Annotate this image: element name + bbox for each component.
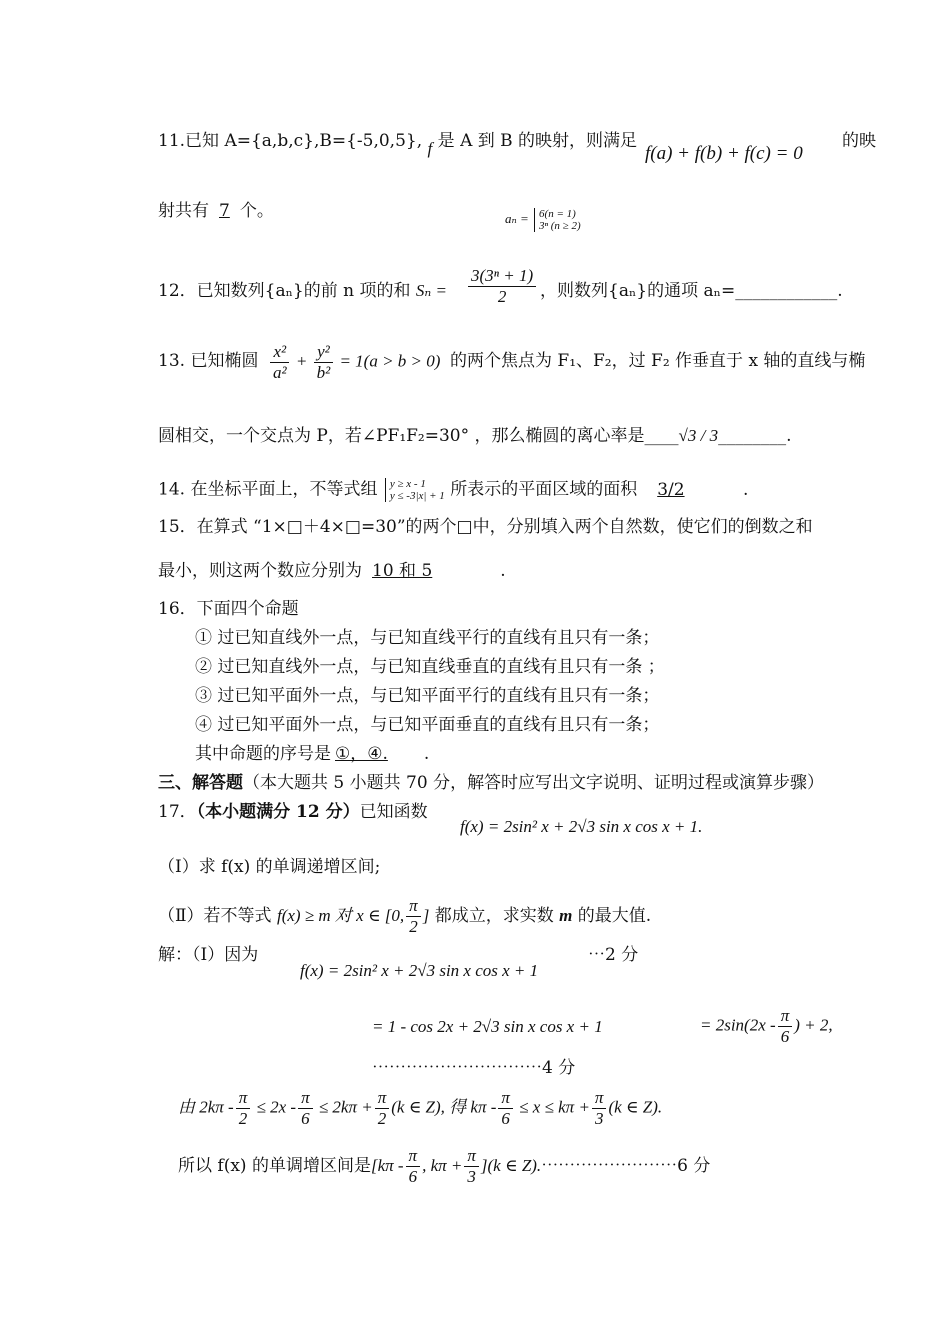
q17-p2-2: 2 (409, 917, 418, 936)
solution-eq3-b: ) + 2, (794, 1015, 833, 1035)
q12-fraction (466, 266, 538, 307)
q15-text1: 15．在算式 “1×□＋4×□=30”的两个□中，分别填入两个自然数，使它们的倒数之和 (158, 517, 813, 537)
solution-line5-d: (k ∈ Z), 得 kπ - (391, 1097, 497, 1117)
q15-answer: 10 和 5 (372, 561, 433, 581)
q12-text1: 12．已知数列{aₙ}的前 n 项的和 (158, 281, 411, 301)
q13-text1: 13. 已知椭圆 (158, 351, 259, 371)
q12-num: 3(3ⁿ + 1) (468, 266, 536, 287)
solution-line6-d6: 6 (408, 1167, 418, 1186)
q14-end: . (742, 479, 749, 500)
solution-dots4: ⋯⋯⋯⋯⋯⋯⋯⋯⋯⋯4 分 (372, 1058, 576, 1078)
solution-eq3 (700, 1006, 833, 1047)
q16-end: . (423, 744, 430, 764)
solution-line5-pi4: π (498, 1088, 513, 1109)
solution-line6-d: ](k ∈ Z). (480, 1156, 542, 1175)
q17-p2-b: f(x) ≥ m 对 x ∈ [0, (276, 906, 405, 925)
an-case1: 6(n = 1) (539, 208, 576, 221)
section3-desc: （本大题共 5 小题共 70 分，解答时应写出文字说明、证明过程或演算步骤） (243, 773, 825, 793)
solution-line5-a: 由 2kπ - (178, 1097, 234, 1117)
q15-end: . (500, 561, 506, 581)
q14-ineq2: y ≤ -3|x| + 1 (389, 490, 445, 502)
q11-equation: f(a) + f(b) + f(c) = 0 (645, 143, 803, 164)
solution-eq3-6: 6 (780, 1027, 790, 1046)
q11-text5: 个。 (239, 201, 274, 221)
solution-line5-f: (k ∈ Z). (608, 1097, 663, 1117)
q13-text3: 圆相交，一个交点为 P，若∠PF₁F₂=30° ，那么椭圆的离心率是 (158, 426, 645, 446)
q16-item-1: ① 过已知直线外一点，与已知直线平行的直线有且只有一条； (195, 628, 660, 648)
q13-x-num: x² (270, 342, 289, 363)
q12-sn: Sₙ = (415, 281, 448, 300)
q14-answer: 3/2 (657, 479, 685, 500)
q16-tail (195, 743, 429, 765)
q12-line (158, 280, 447, 302)
q12-line-b (540, 280, 843, 302)
q14-ineq-system (385, 478, 445, 502)
section3-heading (158, 772, 824, 794)
solution-line6 (178, 1146, 710, 1187)
an-lhs: aₙ = (505, 211, 529, 226)
solution-line5-c: ≤ 2kπ + (318, 1097, 373, 1117)
solution-line5-d2b: 2 (377, 1109, 387, 1128)
q11-text3: 的映 (842, 131, 876, 151)
q17-heading (158, 801, 428, 823)
q11-text2: 是 A 到 B 的映射，则满足 (437, 131, 638, 151)
q16-title: 16．下面四个命题 (158, 599, 299, 619)
q14-ineq1: y ≥ x - 1 (389, 478, 426, 490)
q11-line2 (158, 200, 274, 222)
solution-line6-d3: 3 (467, 1167, 476, 1186)
q13-plus: + (295, 351, 308, 371)
q15-line2 (158, 560, 506, 582)
q13-text2: 的两个焦点为 F₁、F₂，过 F₂ 作垂直于 x 轴的直线与椭 (450, 351, 866, 371)
solution-line5-d2: 2 (238, 1109, 248, 1128)
solution-line5-d6: 6 (301, 1109, 310, 1128)
q17-text: 已知函数 (359, 802, 428, 822)
q14-text2: 所表示的平面区域的面积 (450, 479, 638, 500)
q17-function: f(x) = 2sin² x + 2√3 sin x cos x + 1. (460, 817, 703, 836)
solution-line6-pi2: π (464, 1146, 479, 1167)
q17-p2-m: m (559, 906, 573, 925)
q13-answer-post: ________. (718, 426, 792, 446)
solution-line6-pi1: π (406, 1146, 421, 1167)
solution-line5-e: ≤ x ≤ kπ + (519, 1097, 590, 1117)
q13-line2 (158, 425, 792, 447)
q17-p2-a: （Ⅱ）若不等式 (158, 906, 272, 926)
solution-dots6: ⋯⋯⋯⋯⋯⋯⋯⋯6 分 (541, 1156, 711, 1176)
q11-answer: 7 (219, 201, 230, 221)
q13-y-den: b² (316, 363, 331, 382)
q16-item-3: ③ 过已知平面外一点，与已知平面平行的直线有且只有一条； (195, 686, 660, 706)
an-brace (534, 208, 581, 232)
q16-item-2: ② 过已知直线外一点，与已知直线垂直的直线有且只有一条 ； (195, 657, 665, 677)
solution-eq1: f(x) = 2sin² x + 2√3 sin x cos x + 1 (300, 961, 539, 980)
q17-p2-c: ] (422, 906, 430, 925)
q13-rhs: = 1(a > b > 0) (339, 351, 441, 371)
solution-line5-pi2: π (298, 1088, 313, 1109)
solution-eq3-a: = 2sin(2x - (700, 1015, 776, 1035)
q13-ellipse-eq (268, 342, 440, 383)
solution-score1: ⋯2 分 (588, 945, 639, 965)
solution-eq3-pi: π (778, 1006, 793, 1027)
solution-line5-pi1: π (236, 1088, 251, 1109)
q14-line (158, 478, 748, 502)
q16-answer: ①，④. (335, 744, 388, 764)
q17-num: 17． (158, 802, 197, 822)
solution-line5-d6b: 6 (501, 1109, 510, 1128)
q17-p2-e: 的最大值. (577, 906, 652, 926)
q11-line1 (158, 130, 638, 158)
q13-y-num: y² (314, 342, 333, 363)
q11-text4: 射共有 (158, 201, 209, 221)
q12-text2: ，则数列{aₙ}的通项 aₙ= (540, 281, 736, 301)
solution-line5-pi5: π (592, 1088, 607, 1109)
solution-line5 (178, 1088, 662, 1129)
q17-p2-d: 都成立，求实数 (434, 906, 554, 926)
solution-line5-pi3: π (375, 1088, 390, 1109)
q12-end: . (837, 281, 843, 301)
q13-x-den: a² (273, 363, 287, 382)
q17-score: （本小题满分 12 分） (196, 802, 360, 822)
q16-item-4: ④ 过已知平面外一点，与已知平面垂直的直线有且只有一条； (195, 715, 660, 735)
solution-line6-b: [kπ - (370, 1156, 404, 1175)
q12-den: 2 (497, 287, 507, 306)
solution-eq2: = 1 - cos 2x + 2√3 sin x cos x + 1 (372, 1017, 603, 1036)
q16-tail-text: 其中命题的序号是 (195, 744, 331, 764)
an-case2: 3ⁿ (n ≥ 2) (539, 220, 581, 233)
solution-line5-d3: 3 (594, 1109, 604, 1128)
q12-blank: ____________ (735, 281, 838, 301)
solution-line6-a: 所以 f(x) 的单调增区间是 (178, 1156, 371, 1176)
q17-part2 (158, 896, 651, 937)
q13-answer: √3 / 3 (678, 426, 719, 445)
q15-text2: 最小，则这两个数应分别为 (158, 561, 362, 581)
q11-f: f (427, 139, 433, 158)
q17-part1: （Ⅰ）求 f(x) 的单调递增区间; (158, 857, 381, 877)
section3-title: 三、解答题 (158, 773, 243, 793)
an-formula (505, 208, 581, 232)
q14-text1: 14. 在坐标平面上，不等式组 (158, 479, 378, 500)
q11-text1: 11.已知 A={a,b,c},B={-5,0,5}, (158, 131, 423, 151)
q17-p2-pi: π (406, 896, 421, 917)
q13-answer-pre: ____ (644, 426, 679, 446)
solution-label: 解：（Ⅰ）因为 (158, 945, 259, 965)
solution-line6-c: , kπ + (422, 1156, 463, 1175)
solution-line5-b: ≤ 2x - (256, 1097, 297, 1117)
